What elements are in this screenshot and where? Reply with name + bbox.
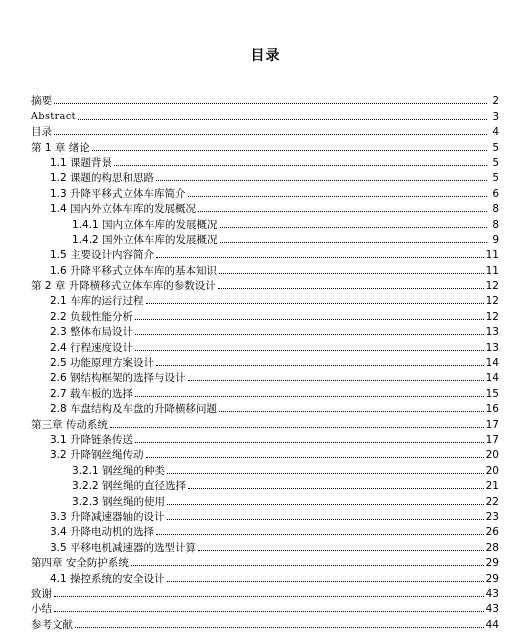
toc-entry[interactable] [31,123,499,138]
toc-entry-page-number: 5 [492,172,499,185]
toc-entry-page-number: 9 [492,233,499,246]
toc-entry-page-number: 11 [485,249,499,262]
toc-entry[interactable] [31,461,499,476]
toc-entry-label: 2.7 载车板的选择 [50,387,134,400]
toc-entry-page-number: 23 [485,510,499,523]
toc-entry-label: 1.4.2 国外立体车库的发展概况 [72,233,218,246]
toc-entry[interactable] [31,585,499,600]
toc-entry[interactable] [31,600,499,615]
toc-dot-leader [114,165,487,166]
toc-entry-page-number: 43 [485,587,499,600]
toc-entry-page-number: 8 [492,218,499,231]
toc-entry-label: 参考文献 [31,618,73,631]
toc-entry[interactable] [31,492,499,507]
toc-entry-label: 致谢 [31,587,52,600]
toc-dot-leader [135,396,484,397]
toc-entry-page-number: 17 [485,433,499,446]
toc-entry-label: 摘要 [31,95,52,108]
toc-dot-leader [167,519,484,520]
toc-entry-label: 2.6 钢结构框架的选择与设计 [50,372,186,385]
toc-entry-label: 1.4 国内外立体车库的发展概况 [50,203,197,216]
toc-entry-page-number: 22 [485,495,499,508]
toc-entry[interactable] [31,292,499,307]
toc-entry-label: 3.2 升降钢丝绳传动 [50,449,144,462]
toc-entry-page-number: 5 [492,141,499,154]
toc-entry-page-number: 8 [492,203,499,216]
toc-entry-label: 第 1 章 绪论 [31,141,90,154]
toc-entry[interactable] [31,323,499,338]
toc-dot-leader [54,611,484,612]
toc-dot-leader [156,257,484,258]
toc-entry[interactable] [31,400,499,415]
toc-dot-leader [146,303,484,304]
toc-entry[interactable] [31,200,499,215]
toc-dot-leader [78,119,487,120]
toc-entry[interactable] [31,138,499,153]
toc-dot-leader [167,473,484,474]
toc-dot-leader [188,488,484,489]
toc-entry[interactable] [31,446,499,461]
toc-entry-label: 小结 [31,603,52,616]
toc-entry[interactable] [31,415,499,430]
toc-entry[interactable] [31,538,499,553]
toc-entry[interactable] [31,508,499,523]
toc-entry-page-number: 44 [485,618,499,631]
toc-entry-label: 1.1 课题背景 [50,156,113,169]
toc-entry[interactable] [31,215,499,230]
toc-entry-page-number: 12 [485,295,499,308]
toc-entry-page-number: 43 [485,603,499,616]
toc-entry-page-number: 13 [485,326,499,339]
toc-entry-label: 2.5 功能原理方案设计 [50,357,155,370]
toc-entry-label: 3.5 平移电机减速器的选型计算 [50,541,197,554]
toc-entry[interactable] [31,431,499,446]
toc-dot-leader [167,504,484,505]
toc-dot-leader [218,288,484,289]
toc-entry-label: 2.4 行程速度设计 [50,341,134,354]
toc-entry-page-number: 14 [485,372,499,385]
toc-entry-page-number: 17 [485,418,499,431]
toc-entry-page-number: 12 [485,280,499,293]
toc-entry[interactable] [31,554,499,569]
toc-entry-label: 第四章 安全防护系统 [31,557,129,570]
toc-dot-leader [220,242,487,243]
toc-entry[interactable] [31,154,499,169]
toc-entry-label: 1.6 升降平移式立体车库的基本知识 [50,264,218,277]
toc-dot-leader [92,150,487,151]
toc-entry-label: 3.2.1 钢丝绳的种类 [72,464,166,477]
toc-entry-page-number: 3 [492,110,499,123]
toc-dot-leader [135,334,484,335]
toc-entry-page-number: 20 [485,449,499,462]
toc-entry[interactable] [31,369,499,384]
toc-entry-label: 3.2.3 钢丝绳的使用 [72,495,166,508]
toc-dot-leader [219,411,484,412]
toc-entry[interactable] [31,307,499,322]
toc-entry[interactable] [31,246,499,261]
toc-entry-page-number: 6 [492,187,499,200]
toc-dot-leader [135,442,484,443]
toc-entry[interactable] [31,354,499,369]
toc-entry-page-number: 26 [485,526,499,539]
toc-entry-label: 2.8 车盘结构及车盘的升降横移问题 [50,403,218,416]
toc-dot-leader [198,211,487,212]
toc-entry-label: 目录 [31,126,52,139]
toc-entry-page-number: 20 [485,464,499,477]
toc-entry-page-number: 16 [485,403,499,416]
toc-list [31,92,499,631]
toc-entry-label: 1.3 升降平移式立体车库简介 [50,187,186,200]
toc-entry-label: 第 2 章 升降横移式立体车库的参数设计 [31,280,216,293]
toc-dot-leader [135,350,484,351]
toc-entry[interactable] [31,615,499,630]
toc-entry-page-number: 14 [485,357,499,370]
toc-entry-page-number: 29 [485,572,499,585]
toc-entry-label: 1.5 主要设计内容简介 [50,249,155,262]
toc-entry[interactable] [31,231,499,246]
toc-dot-leader [156,365,484,366]
toc-entry-label: 1.2 课题的构思和思路 [50,172,155,185]
toc-dot-leader [219,273,484,274]
toc-dot-leader [54,103,487,104]
toc-entry[interactable] [31,523,499,538]
toc-entry[interactable] [31,338,499,353]
toc-entry-label: 1.4.1 国内立体车库的发展概况 [72,218,218,231]
toc-entry[interactable] [31,477,499,492]
toc-dot-leader [198,550,484,551]
toc-entry[interactable] [31,384,499,399]
toc-entry[interactable] [31,169,499,184]
toc-dot-leader [146,457,484,458]
toc-entry-label: 3.4 升降电动机的选择 [50,526,155,539]
toc-dot-leader [54,134,487,135]
toc-dot-leader [156,534,484,535]
toc-entry-page-number: 13 [485,341,499,354]
toc-entry-page-number: 29 [485,557,499,570]
toc-entry-label: 3.2.2 钢丝绳的直径选择 [72,480,187,493]
toc-entry-page-number: 4 [492,126,499,139]
toc-dot-leader [135,319,484,320]
toc-dot-leader [156,180,487,181]
toc-entry-page-number: 28 [485,541,499,554]
toc-dot-leader [167,581,484,582]
toc-entry-label: 4.1 操控系统的安全设计 [50,572,165,585]
toc-entry-label: 2.3 整体布局设计 [50,326,134,339]
toc-entry-page-number: 11 [485,264,499,277]
toc-entry-page-number: 21 [485,480,499,493]
toc-entry[interactable] [31,277,499,292]
toc-entry-label: 3.3 升降减速器轴的设计 [50,510,165,523]
toc-dot-leader [75,627,484,628]
toc-entry[interactable] [31,184,499,199]
toc-dot-leader [220,227,487,228]
toc-title: 目录 [250,48,281,64]
toc-entry[interactable] [31,569,499,584]
toc-entry-label: Abstract [31,110,76,122]
toc-entry-page-number: 5 [492,156,499,169]
toc-entry[interactable] [31,261,499,276]
toc-entry-label: 2.2 负载性能分析 [50,310,134,323]
toc-dot-leader [131,565,484,566]
toc-entry-page-number: 2 [492,95,499,108]
toc-entry-label: 3.1 升降链条传送 [50,433,134,446]
toc-entry-page-number: 15 [485,387,499,400]
toc-entry[interactable] [31,107,499,122]
toc-entry-label: 2.1 车库的运行过程 [50,295,144,308]
toc-entry-label: 第三章 传动系统 [31,418,108,431]
toc-dot-leader [188,380,484,381]
toc-dot-leader [188,196,487,197]
toc-dot-leader [110,427,484,428]
toc-entry-page-number: 12 [485,310,499,323]
toc-entry[interactable] [31,92,499,107]
toc-dot-leader [54,596,484,597]
